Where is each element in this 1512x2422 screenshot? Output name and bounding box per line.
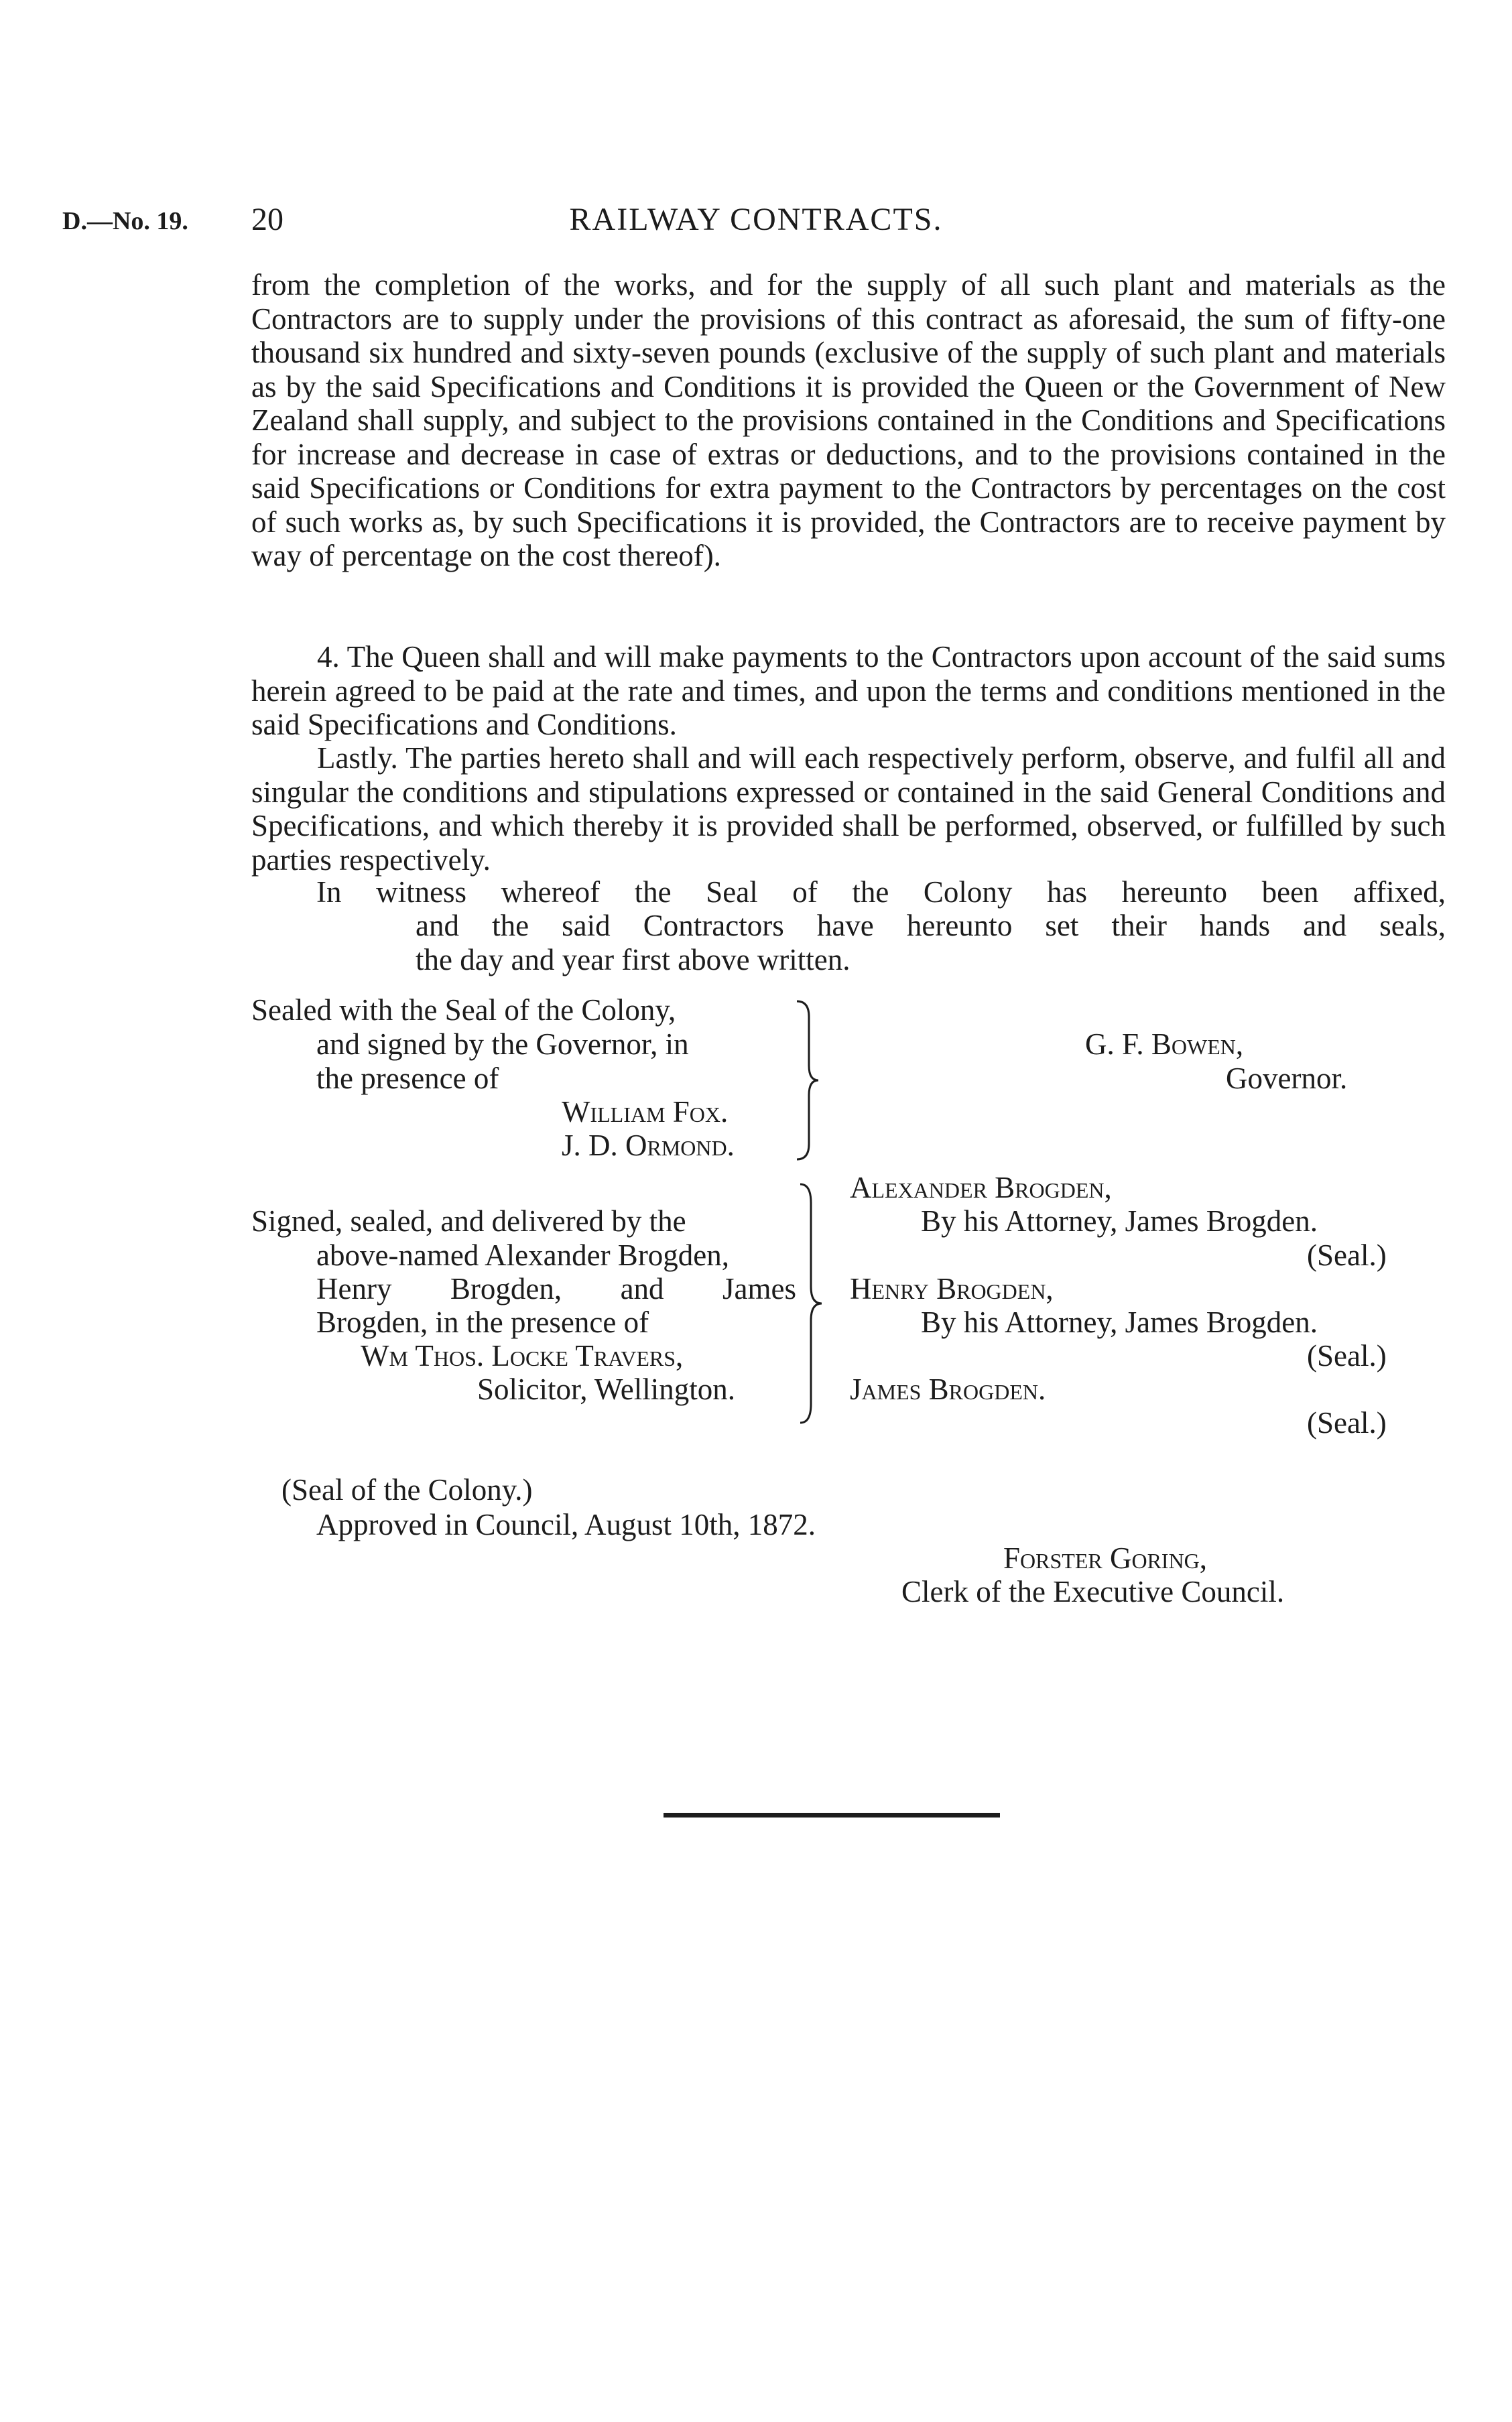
sealed-witness-2: J. D. Ormond.	[562, 1129, 735, 1162]
witness-continuation	[416, 909, 1446, 976]
sealed-witness-1: William Fox.	[562, 1095, 729, 1129]
signed-line-1: Signed, sealed, and delivered by the	[251, 1204, 686, 1238]
sealed-line-1: Sealed with the Seal of the Colony,	[251, 993, 676, 1027]
seal-of-colony: (Seal of the Colony.)	[281, 1473, 533, 1507]
end-rule	[664, 1813, 1000, 1818]
witness-line-3: the day and year first above written.	[416, 942, 850, 976]
clerk-title: Clerk of the Executive Council.	[901, 1575, 1285, 1608]
paragraph-clause-4: 4. The Queen shall and will make payments to the Contractors upon account of the said sums herein agreed to be paid at the rate and times, and upon the terms and conditions mentioned in the said Specifications and Conditions.	[251, 640, 1446, 741]
page-title: RAILWAY CONTRACTS.	[569, 202, 943, 237]
signed-line-4: Brogden, in the presence of	[316, 1305, 649, 1339]
sealed-line-3: the presence of	[316, 1062, 499, 1095]
signed-line-2: above-named Alexander Brogden,	[316, 1238, 730, 1272]
signatory-3-name: James Brogden.	[850, 1373, 1046, 1406]
page-number: 20	[251, 202, 284, 237]
witness-line-1: In witness whereof the Seal of the Colony has hereunto been affixed,	[316, 875, 1446, 909]
signed-line-3: Henry Brogden, and James	[316, 1272, 796, 1305]
governor-title: Governor.	[1226, 1062, 1348, 1095]
clerk-name: Forster Goring,	[1003, 1541, 1208, 1575]
signatory-2-attorney: By his Attorney, James Brogden.	[921, 1305, 1318, 1339]
signatory-3-seal: (Seal.)	[1307, 1406, 1387, 1440]
left-brace-icon	[798, 1183, 824, 1424]
signatory-1-attorney: By his Attorney, James Brogden.	[921, 1204, 1318, 1238]
paragraph-payment-terms: from the completion of the works, and for the supply of all such plant and materials as the Contractors are to supply under the provisions of this contract as aforesaid, the sum of fifty-one thousand six hundred and sixty-seven pounds (exclusive of the supply of such plant and materials as by the said Specifications and Conditions it is provided the Queen or the Government of New Zealand shall supply, and subject to the provisions contained in the Conditions and Specifications for increase and decrease in case of extras or deductions, and to the provisions contained in the said Specifications or Conditions for extra payment to the Contractors by percentages on the cost of such works as, by such Specifications it is provided, the Contractors are to receive payment by way of percentage on the cost thereof).	[251, 268, 1446, 572]
document-reference: D.—No. 19.	[62, 207, 188, 235]
solicitor-title: Solicitor, Wellington.	[477, 1373, 735, 1406]
paragraph-lastly: Lastly. The parties hereto shall and will each respectively perform, observe, and fulfil all and singular the conditions and stipulations expressed or contained in the said General Conditions and Specifications, and which thereby it is provided shall be performed, observed, or fulfilled by such parties respectively.	[251, 741, 1446, 877]
sealed-line-2: and signed by the Governor, in	[316, 1027, 689, 1061]
right-brace-icon	[794, 1000, 821, 1161]
solicitor-name: Wm Thos. Locke Travers,	[361, 1339, 684, 1373]
signatory-2-name: Henry Brogden,	[850, 1272, 1054, 1305]
signatory-1-seal: (Seal.)	[1307, 1238, 1387, 1272]
signatory-2-seal: (Seal.)	[1307, 1339, 1387, 1373]
signatory-1-name: Alexander Brogden,	[850, 1171, 1112, 1204]
governor-signature: G. F. Bowen,	[1085, 1027, 1244, 1061]
approval-line: Approved in Council, August 10th, 1872.	[316, 1508, 816, 1541]
witness-line-2: and the said Contractors have hereunto set their hands and seals,	[416, 909, 1446, 942]
